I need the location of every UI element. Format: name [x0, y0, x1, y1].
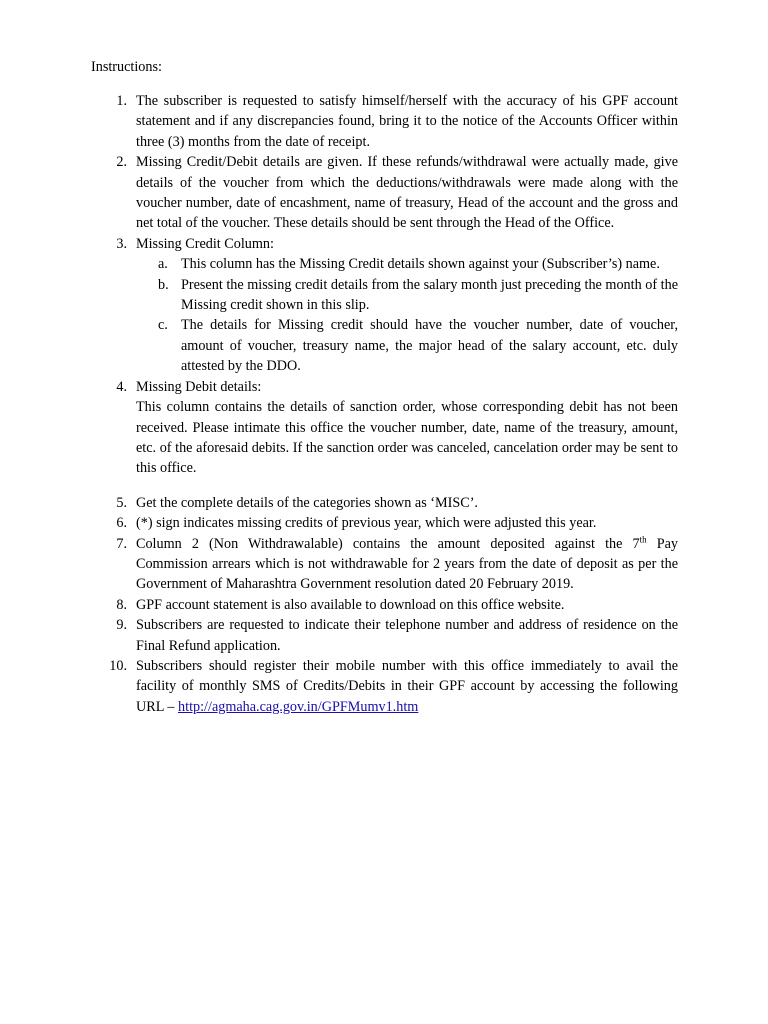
item-text-before-link: Subscribers should register their mobile number with this office immediately to avail the facility of monthly SMS of Credits/Debits in their GPF account by accessing the following URL –	[136, 657, 678, 715]
instructions-list	[91, 91, 678, 717]
missing-credit-sublist	[136, 254, 678, 376]
gpf-url-link[interactable]: http://agmaha.cag.gov.in/GPFMumv1.htm	[178, 698, 419, 715]
list-item-10	[91, 656, 678, 717]
list-item-1	[91, 91, 678, 152]
sub-item-letter: c.	[158, 317, 168, 334]
sub-item-text: The details for Missing credit should have the voucher number, date of voucher, amount of voucher, treasury name, the major head of the salary account, etc. duly attested by the DDO.	[181, 317, 678, 375]
list-item-2	[91, 152, 678, 234]
item-number: 3.	[116, 235, 127, 252]
list-item-9	[91, 615, 678, 656]
item-number: 1.	[116, 93, 127, 109]
item-number: 9.	[116, 617, 127, 634]
item-text: Missing Credit/Debit details are given. If these refunds/withdrawal were actually made, give details of the voucher from which the deductions/withdrawals were made along with the voucher number, date of encashment, name of treasury, Head of the account and the gross and net total of the voucher. These details should be sent through the Head of the Office.	[136, 154, 678, 232]
item-text: The subscriber is requested to satisfy himself/herself with the accuracy of his GPF account statement and if any discrepancies found, bring it to the notice of the Accounts Officer within three (3) months from the date of receipt.	[136, 93, 678, 150]
item-number: 7.	[116, 535, 127, 552]
sub-item-text: This column has the Missing Credit details shown against your (Subscriber’s) name.	[181, 256, 660, 273]
sub-item-letter: b.	[158, 276, 169, 293]
item-number: 4.	[116, 378, 127, 395]
item-text-before: Column 2 (Non Withdrawalable) contains the amount deposited against the 7	[136, 535, 640, 552]
item-text	[136, 534, 678, 595]
item-number: 6.	[116, 515, 127, 532]
sub-item-text: Present the missing credit details from the salary month just preceding the month of the Missing credit shown in this slip.	[181, 276, 678, 314]
superscript-th: th	[639, 533, 647, 544]
list-item-8	[91, 595, 678, 615]
item-text: (*) sign indicates missing credits of previous year, which were adjusted this year.	[136, 515, 597, 532]
item-number: 2.	[116, 154, 127, 171]
list-item-7	[91, 534, 678, 595]
item-text-after: Pay Commission arrears which is not withdrawable for 2 years from the date of deposit as per the Government of Maharashtra Government resolution dated 20 February 2019.	[136, 535, 679, 593]
list-item-3	[91, 234, 678, 377]
item-text	[136, 656, 678, 717]
sub-item-b	[136, 275, 678, 316]
item-number: 10.	[109, 657, 127, 674]
item-number: 8.	[116, 596, 127, 613]
item-number: 5.	[116, 494, 127, 511]
list-item-6	[91, 513, 678, 533]
item-text: Get the complete details of the categories shown as ‘MISC’.	[136, 494, 478, 511]
sub-item-c	[136, 315, 678, 376]
sub-item-a	[136, 254, 678, 274]
list-item-5	[91, 493, 678, 513]
list-item-4	[91, 377, 678, 479]
item-text: GPF account statement is also available to download on this office website.	[136, 596, 565, 613]
item-text: Missing Debit details:	[136, 378, 262, 395]
item-text: Subscribers are requested to indicate their telephone number and address of residence on the Final Refund application.	[136, 617, 678, 654]
paragraph-gap	[91, 479, 678, 493]
instructions-heading: Instructions:	[91, 59, 162, 75]
item-body-text: This column contains the details of sanction order, whose corresponding debit has not been received. Please intimate this office the voucher number, date, name of the treasury, amount, etc. of the aforesaid debits. If the sanction order was canceled, cancelation order may be sent to this office.	[136, 399, 678, 477]
sub-item-letter: a.	[158, 256, 168, 273]
item-text: Missing Credit Column:	[136, 235, 274, 252]
